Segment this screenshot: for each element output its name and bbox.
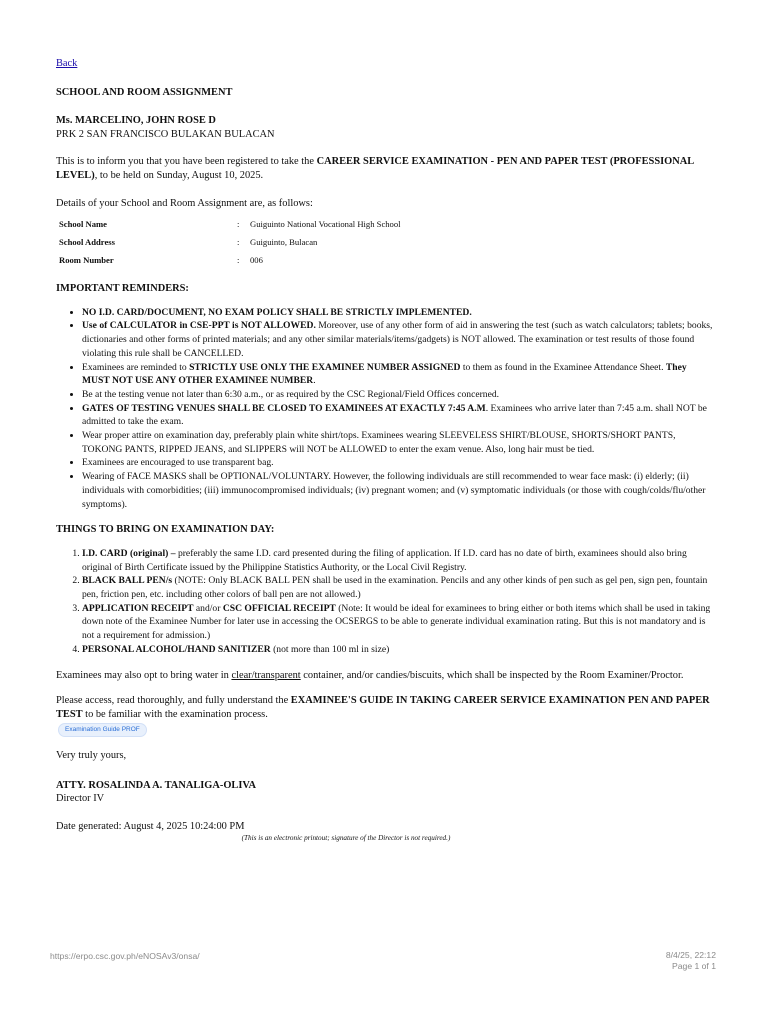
thing-id-card-text: preferably the same I.D. card presented during the filing of application. If I.D. card has no date of birth, examinees should also bring original of Birth Certificate issued by the Philippine Statistics Authority, or the Local Civil Registry. xyxy=(82,547,687,573)
reminder-id-policy: NO I.D. CARD/DOCUMENT, NO EXAM POLICY SHALL BE STRICTLY IMPLEMENTED. xyxy=(82,306,472,318)
water-paragraph xyxy=(56,669,716,683)
list-item xyxy=(82,470,716,511)
guide-paragraph xyxy=(56,694,716,721)
page-title: SCHOOL AND ROOM ASSIGNMENT xyxy=(56,86,233,98)
list-item xyxy=(82,456,716,470)
footer-url: https://erpo.csc.gov.ph/eNOSAv3/onsa/ xyxy=(50,951,200,961)
list-item xyxy=(82,602,716,643)
electronic-printout-note: (This is an electronic printout; signature of the Director is not required.) xyxy=(241,833,451,842)
reminder-examinee-number-bold: STRICTLY USE ONLY THE EXAMINEE NUMBER ASSIGNED xyxy=(189,361,461,373)
list-item xyxy=(82,319,716,360)
list-item xyxy=(82,547,716,574)
list-item xyxy=(82,402,716,429)
reminder-calculator-text: Moreover, use of any other form of aid in answering the test (such as watch calculators; tablets; books, dictionaries and other forms of printed materials; and any other similar materials/items/gadgets) is NOT allowed. The examination or test results of those found violating this rule shall be CANCELLED. xyxy=(82,320,713,359)
reminders-title: IMPORTANT REMINDERS: xyxy=(56,283,189,295)
list-item xyxy=(82,361,716,388)
room-number-value: 006 xyxy=(250,255,263,266)
reminder-bag: Examinees are encouraged to use transparent bag. xyxy=(82,457,274,469)
guide-post: to be familiar with the examination process. xyxy=(82,708,268,720)
things-title: THINGS TO BRING ON EXAMINATION DAY: xyxy=(56,524,275,536)
list-item xyxy=(82,306,716,320)
reminder-calculator-bold: Use of CALCULATOR in CSE-PPT is NOT ALLOWED. xyxy=(82,320,316,332)
school-address-label: School Address xyxy=(59,237,115,248)
separator: : xyxy=(237,219,240,230)
guide-title: EXAMINEE'S GUIDE IN TAKING CAREER SERVICE EXAMINATION PEN AND PAPER TEST xyxy=(56,695,710,720)
guide-pre: Please access, read thoroughly, and fully understand the xyxy=(56,695,291,707)
examinee-address: PRK 2 SAN FRANCISCO BULAKAN BULACAN xyxy=(56,128,275,140)
thing-receipt-text: (Note: It would be ideal for examinees to bring either or both items which shall be used in taking down note of the Examinee Number for later use in accessing the OCSERGS to be able to generate individual examination rating. But this is not mandatory and is not a requirement for admission.) xyxy=(82,602,711,642)
thing-sanitizer-bold: PERSONAL ALCOHOL/HAND SANITIZER xyxy=(82,643,271,655)
footer-datetime: 8/4/25, 22:12 xyxy=(665,950,716,960)
intro-pre: This is to inform you that you have been registered to take the xyxy=(56,156,317,168)
list-item xyxy=(82,388,716,402)
examinee-name: Ms. MARCELINO, JOHN ROSE D xyxy=(56,115,216,127)
list-item xyxy=(82,574,716,601)
reminder-attire: Wear proper attire on examination day, preferably plain white shirt/tops. Examinees wearing SLEEVELESS SHIRT/BLOUSE, SHORTS/SHORT PANTS, TOKONG PANTS, RIPPED JEANS, and SLIPPERS will NOT be ALLOWED to enter the exam venue. Also, long hair must be tied. xyxy=(82,430,676,455)
school-address-value: Guiguinto, Bulacan xyxy=(250,237,318,248)
back-row xyxy=(56,57,716,71)
footer-page-number: Page 1 of 1 xyxy=(672,961,716,971)
thing-receipt-bold: CSC OFFICIAL RECEIPT xyxy=(222,602,336,614)
table-row xyxy=(56,254,401,272)
water-pre: Examinees may also opt to bring water in xyxy=(56,669,232,681)
school-name-value: Guiguinto National Vocational High School xyxy=(250,219,401,230)
reminders-list xyxy=(56,306,716,512)
table-row xyxy=(56,236,401,254)
reminder-examinee-number-text: Examinees are reminded to xyxy=(82,361,190,373)
thing-ball-pen-text: (NOTE: Only BLACK BALL PEN shall be used in the examination. Pencils and any other kinds of pen such as gel pen, sign pen, fountain pen, friction pen, etc. including other colors of ball pen are not allowed.) xyxy=(82,575,708,600)
back-link[interactable]: Back xyxy=(56,58,78,69)
reminder-gates-text: . Examinees who arrive later than 7:45 a.m. shall NOT be admitted to take the exam. xyxy=(82,402,707,428)
reminder-examinee-number-text: to them as found in the Examinee Attendance Sheet. xyxy=(460,361,666,373)
thing-sanitizer-text: (not more than 100 ml in size) xyxy=(270,643,390,655)
signer-position: Director IV xyxy=(56,793,105,805)
school-name-label: School Name xyxy=(59,219,107,230)
intro-post: , to be held on Sunday, August 10, 2025. xyxy=(94,169,264,181)
reminder-examinee-number-text: . xyxy=(313,375,316,387)
table-row xyxy=(56,218,401,236)
reminder-gates-bold: GATES OF TESTING VENUES SHALL BE CLOSED TO EXAMINEES AT EXACTLY 7:45 A.M xyxy=(82,402,486,414)
separator: : xyxy=(237,237,240,248)
list-item xyxy=(82,429,716,456)
thing-receipt-text: and/or xyxy=(193,602,223,614)
document-page xyxy=(56,57,716,843)
signer-name: ATTY. ROSALINDA A. TANALIGA-OLIVA xyxy=(56,779,257,791)
footer-right xyxy=(666,950,716,972)
list-item xyxy=(82,643,716,657)
room-number-label: Room Number xyxy=(59,255,114,266)
closing: Very truly yours, xyxy=(56,750,127,762)
reminder-face-masks: Wearing of FACE MASKS shall be OPTIONAL/VOLUNTARY. However, the following individuals are still recommended to wear face mask: (i) elderly; (ii) individuals with comorbidities; (iii) immunocompromised individuals; (iv) pregnant women; and (v) symptomatic individuals (or those with cough/colds/flu/other symptoms). xyxy=(82,471,706,510)
thing-ball-pen-bold: BLACK BALL PEN/s xyxy=(82,575,173,587)
thing-receipt-bold: APPLICATION RECEIPT xyxy=(82,602,194,614)
water-underlined: clear/transparent xyxy=(231,669,301,681)
thing-id-card-bold: I.D. CARD (original) – xyxy=(82,547,176,559)
examination-guide-button[interactable]: Examination Guide PROF xyxy=(58,723,147,737)
date-generated: Date generated: August 4, 2025 10:24:00 PM xyxy=(56,821,245,833)
reminder-arrival-time: Be at the testing venue not later than 6:30 a.m., or as required by the CSC Regional/Field Offices concerned. xyxy=(82,388,500,400)
things-list xyxy=(56,547,716,657)
water-post: container, and/or candies/biscuits, which shall be inspected by the Room Examiner/Proctor. xyxy=(300,669,684,681)
details-intro: Details of your School and Room Assignment are, as follows: xyxy=(56,197,313,209)
separator: : xyxy=(237,255,240,266)
intro-exam-name: CAREER SERVICE EXAMINATION - PEN AND PAPER TEST (PROFESSIONAL LEVEL) xyxy=(56,156,694,181)
assignment-table xyxy=(56,218,401,272)
reminder-examinee-number-bold: They MUST NOT USE ANY OTHER EXAMINEE NUMBER xyxy=(82,361,687,387)
intro-paragraph xyxy=(56,155,716,182)
